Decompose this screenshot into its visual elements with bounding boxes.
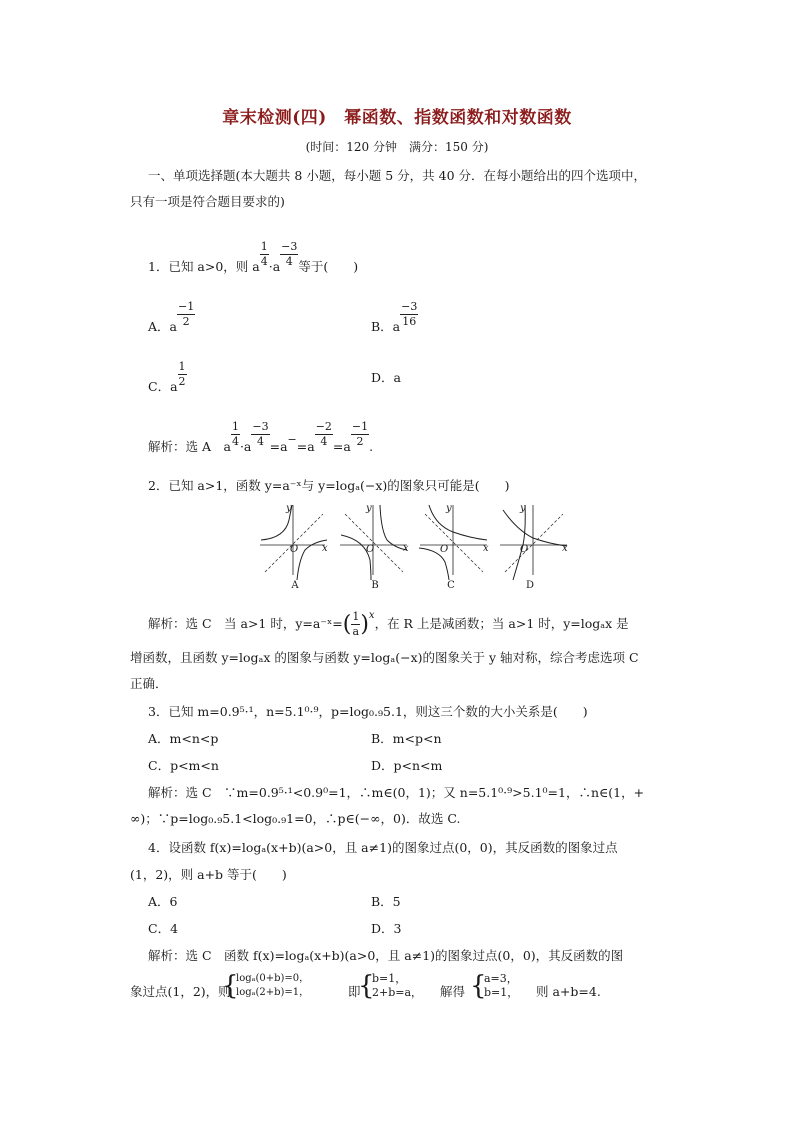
q2-solution-line1: 解析：选 C 当 a>1 时，y=a⁻ˣ=( $\frac{1}{a}$ )$^x$，在 R 上是减函数；当 a>1 时，y=logₐx 是 — [148, 610, 629, 638]
q1-stem — [148, 240, 358, 275]
graph-d-y-label: y — [520, 503, 526, 514]
q4-solution-mid1: 即 — [348, 984, 361, 999]
graph-a — [260, 505, 327, 580]
graph-a-y-label: y — [286, 503, 292, 514]
graph-a-x-label: x — [322, 543, 328, 554]
graph-c — [419, 505, 487, 580]
q4-solution-line1: 解析：选 C 函数 f(x)=logₐ(x+b)(a>0，且 a≠1)的图象过点(0，0)，其反函数的图 — [148, 948, 624, 963]
q3-option-a: A．m<n<p — [148, 731, 219, 746]
q3-solution-line2: ∞)；∵p=log₀.₉5.1<log₀.₉1=0，∴p∈(−∞，0)．故选 C. — [130, 811, 461, 826]
q4-solution-mid2: 解得 — [440, 984, 466, 999]
q1-stem-end: 等于( ) — [298, 259, 359, 274]
q1-option-d: D．a — [371, 370, 401, 385]
graph-b-y-label: y — [366, 503, 372, 514]
q1-stem-mid: ·a — [268, 259, 281, 274]
q3-option-b: B．m<p<n — [371, 731, 442, 746]
q1-option-b: B．a $\frac{-3}{16}$ — [371, 300, 418, 334]
q3-stem: 3．已知 m=0.9⁵·¹，n=5.1⁰·⁹，p=log₀.₉5.1，则这三个数的大小关系是( ) — [148, 704, 588, 719]
graph-b-x-label: x — [403, 543, 409, 554]
page-title: 章末检测(四) 幂函数、指数函数和对数函数 — [222, 108, 572, 128]
q3-option-c: C．p<m<n — [148, 758, 219, 773]
section-instructions-line1: 一、单项选择题(本大题共 8 小题，每小题 5 分，共 40 分．在每小题给出的四个选项中， — [148, 168, 647, 183]
q4-system1: { logₐ(0+b)=0， logₐ(2+b)=1， — [222, 971, 310, 1001]
q1-exp2: $\frac{-3}{4}$ — [281, 240, 298, 268]
graph-d-label: D — [525, 580, 535, 591]
q1-stem-text: 1．已知 a>0，则 a — [148, 259, 260, 274]
q4-option-a: A．6 — [148, 894, 178, 909]
q1-option-a: A．a $\frac{-1}{2}$ — [148, 300, 195, 334]
graph-c-origin: O — [440, 544, 449, 555]
graph-d — [500, 505, 567, 580]
graph-b-label: B — [371, 580, 379, 591]
q4-solution-line2-pre: 象过点(1，2)，则 — [130, 984, 231, 999]
q4-solution-end: 则 a+b=4. — [536, 984, 601, 999]
q2-solution-line2: 增函数，且函数 y=logₐx 的图象与函数 y=logₐ(−x)的图象关于 y 轴对称，综合考虑选项 C — [130, 650, 639, 665]
q4-system3: { a=3， b=1， — [470, 971, 519, 1001]
graph-b — [340, 505, 407, 580]
section-instructions-line2: 只有一项是符合题目要求的) — [130, 194, 285, 209]
q1-solution: 解析：选 A a $\frac{1}{4}$ ·a $\frac{-3}{4}$ =a−=a $\frac{-2}{4}$ =a $\frac{-1}{2}$ . — [148, 420, 374, 454]
graph-b-origin: O — [366, 544, 375, 555]
q2-stem: 2．已知 a>1，函数 y=a⁻ˣ与 y=logₐ(−x)的图象只可能是( ) — [148, 478, 510, 493]
q4-system2: { b=1， 2+b=a， — [358, 971, 423, 1001]
graph-c-label: C — [447, 580, 455, 591]
graph-c-y-label: y — [446, 503, 452, 514]
q3-solution-line1: 解析：选 C ∵m=0.9⁵·¹<0.9⁰=1，∴m∈(0，1)；又 n=5.1⁰·⁹>5.1⁰=1，∴n∈(1，+ — [148, 785, 645, 800]
graph-a-label: A — [291, 580, 299, 591]
q1-exp1: $\frac{1}{4}$ — [260, 240, 268, 268]
q2-solution-line3: 正确． — [130, 676, 168, 691]
graph-a-symmetry-line — [265, 514, 323, 572]
graph-c-x-label: x — [483, 543, 489, 554]
q1-option-c: C．a $\frac{1}{2}$ — [148, 360, 186, 394]
q3-option-d: D．p<n<m — [371, 758, 443, 773]
graph-a-origin: O — [290, 544, 299, 555]
exam-info: (时间：120 分钟 满分：150 分) — [305, 140, 489, 154]
q4-option-b: B．5 — [371, 894, 401, 909]
graph-d-origin: O — [520, 544, 529, 555]
q4-option-c: C．4 — [148, 921, 179, 936]
q4-stem-line1: 4．设函数 f(x)=logₐ(x+b)(a>0，且 a≠1)的图象过点(0，0)，其反函数的图象过点 — [148, 840, 618, 855]
q4-option-d: D．3 — [371, 921, 402, 936]
q4-stem-line2: (1，2)，则 a+b 等于( ) — [130, 867, 287, 882]
graph-d-x-label: x — [562, 543, 568, 554]
